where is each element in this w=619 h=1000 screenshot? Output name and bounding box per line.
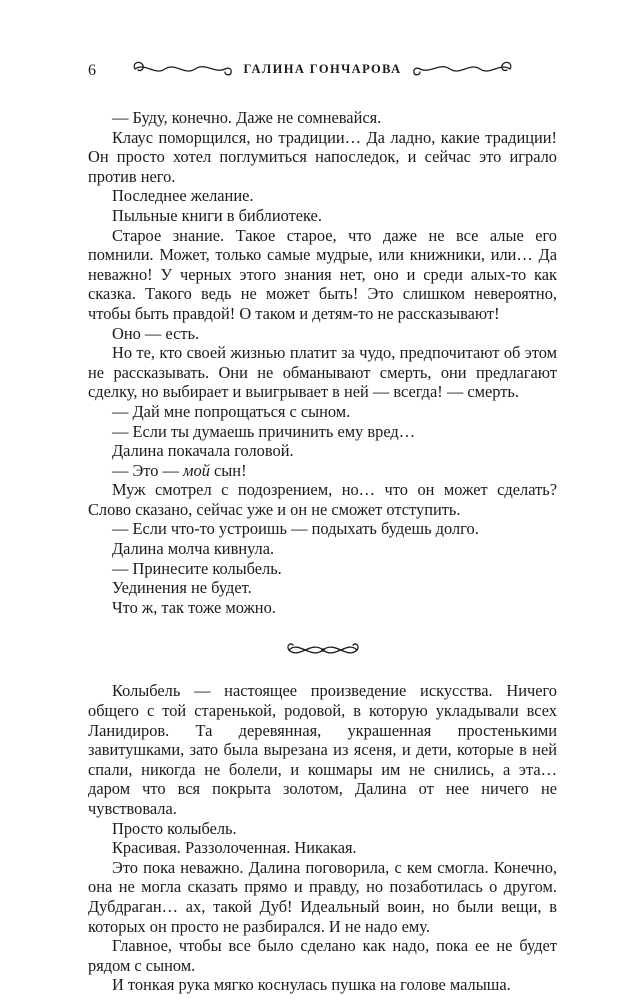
paragraph: Далина покачала головой. [112,441,294,461]
paragraph: Колыбель — настоящее произведение искусства. Ничего общего с той старенькой, родовой, в которую укладывали всех Ланидиров. Та деревянная, украшенная простенькими завитушками, зато была вырезана из ясеня, и дети, которые в ней спали, никогда не болели, и кошмары им не снились, а эта… даром что вся покрыта золотом, Далина от нее ничего не чувствовала. [88,681,557,818]
paragraph: Старое знание. Такое старое, что даже не все алые его помнили. Может, только самые мудрые, или книжники, или… Да неважно! У черных этого знания нет, оно и среди алых-то как сказка. Такого ведь не может быть! Это слишком невероятно, чтобы быть правдой! О таком и детям-то не рассказывают! [88,225,557,323]
paragraph: — Буду, конечно. Даже не сомневайся. [112,108,382,127]
header-flourish-left-icon [129,60,233,78]
paragraph: Просто колыбель. [112,818,237,838]
text-section-2 [88,681,557,995]
paragraph: Главное, чтобы все было сделано как надо, пока ее не будет рядом с сыном. [88,936,557,975]
paragraph: — Это — мой сын! [112,460,247,480]
body-text [88,108,557,995]
paragraph: Красивая. Раззолоченная. Никакая. [112,838,357,858]
paragraph: Пыльные книги в библиотеке. [112,205,322,225]
paragraph: Далина молча кивнула. [112,539,275,559]
paragraph: Но те, кто своей жизнью платит за чудо, предпочитают об этом не рассказывать. Они не обманывают смерть, они предлагают сделку, но выбирает и выигрывает в ней — всегда! — смерть. [88,343,557,402]
paragraph: Уединения не будет. [112,578,252,598]
paragraph: Муж смотрел с подозрением, но… что он может сделать? Слово сказано, сейчас уже и он не сможет отступить. [88,480,557,519]
paragraph: Оно — есть. [112,323,200,343]
page-header [88,60,557,84]
page-number: 6 [88,62,96,79]
header-flourish-right-icon [412,60,516,78]
paragraph: Клаус поморщился, но традиции… Да ладно, какие традиции! Он просто хотел поглумиться напоследок, и сейчас это играло против него. [88,127,557,186]
paragraph: Это пока неважно. Далина поговорила, с кем смогла. Конечно, она не могла сказать прямо и правду, но позаботилась о другом. Дубдраган… ах, такой Дуб! Идеальный воин, но были вещи, в которых он просто не разбирался. И не надо ему. [88,857,557,936]
section-divider-icon [88,637,557,663]
paragraph: И тонкая рука мягко коснулась пушка на голове малыша. [112,975,511,995]
text-section-1 [88,108,557,617]
paragraph: Что ж, так тоже можно. [112,597,276,617]
paragraph: — Если что-то устроишь — подыхать будешь долго. [112,519,479,539]
paragraph: — Дай мне попрощаться с сыном. [112,401,351,421]
paragraph: — Принесите колыбель. [112,558,282,578]
paragraph: Последнее желание. [112,186,254,206]
running-head [88,60,557,78]
author-name: ГАЛИНА ГОНЧАРОВА [243,61,402,76]
paragraph: — Если ты думаешь причинить ему вред… [112,421,416,441]
